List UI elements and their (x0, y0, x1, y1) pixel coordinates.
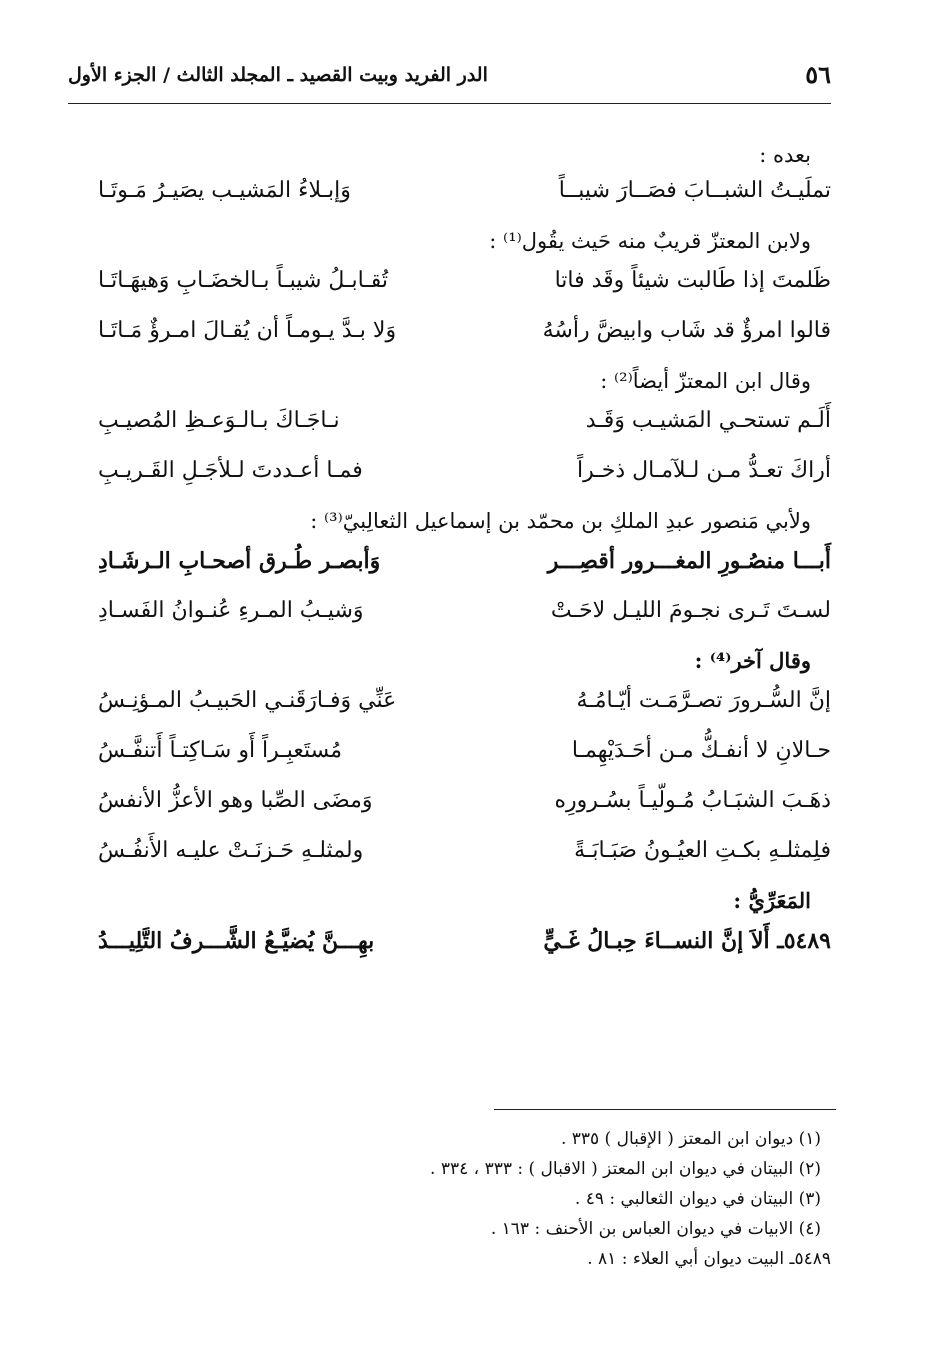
verse-line (98, 450, 831, 500)
footnote: (٣) البيتان في ديوان الثعالبي : ٤٩ . (574, 1189, 821, 1209)
verse-line (98, 590, 831, 640)
page-number: ٥٦ (805, 60, 831, 89)
intro-line: وقال ابن المعتزّ أيضاً⁽²⁾ : (600, 369, 811, 393)
verse-second-hemistich: وَلا بـدَّ يـومـاً أن يُقـالَ امـرؤٌ مَـاتَـا (98, 318, 397, 343)
verse-first-hemistich: أَبـــا منصُـورِ المغـــرور أقصِـــر (547, 548, 831, 574)
footnotes (98, 1124, 831, 1274)
verse-first-hemistich: حـالانِ لا أنفـكُّ مـن أحَـدَيْهِمـا (571, 738, 831, 763)
verse-line (98, 780, 831, 830)
verse-second-hemistich: تُقـابـلُ شيبـاً بـالخضَـابِ وَهيهَـاتَـا (98, 268, 389, 293)
verse-first-hemistich: ظَلمتَ إذا طَالبت شيئاً وقَد فاتا (554, 268, 831, 293)
footnote: (٤) الابيات في ديوان العباس بن الأحنف : ١٦٣ . (490, 1219, 821, 1239)
verse-second-hemistich: وَمضَى الصِّبا وهو الأعزُّ الأنفسُ (98, 788, 373, 813)
intro-line: ولأبي مَنصور عبدِ الملكِ بن محمّد بن إسماعيل الثعالِبيّ⁽³⁾ : (310, 509, 811, 533)
verse-line (98, 400, 831, 450)
verse-first-hemistich: تملَيـتُ الشبــابَ فصَــارَ شيبــاً (558, 178, 831, 203)
verse-second-hemistich: نـاجَـاكَ بـالـوَعـظِ المُصيـبِ (98, 408, 340, 433)
verse-line (98, 680, 831, 730)
verse-first-hemistich: إنَّ السُّـرورَ تصـرَّمَـت أيّـامُـهُ (576, 688, 831, 713)
verse-first-text: أَلاَ إنَّ النســاءَ حِبـالُ غَـيٍّ (543, 928, 770, 954)
verse-second-hemistich: عَنِّي وَفـارَقَنـي الحَبيـبُ المـؤنِـسُ (98, 688, 397, 713)
running-title: الدر الفريد وبيت القصيد ـ المجلد الثالث / الجزء الأول (68, 64, 488, 86)
intro-line: بعده : (759, 143, 811, 167)
verse-first-hemistich: أراكَ تعـدُّ مـن لـلآمـال ذخـراً (577, 458, 831, 483)
numbered-verse-line (98, 920, 831, 970)
verse-second-hemistich: وَإبـلاءُ المَشيـب يصَيـرُ مَـوتَـا (98, 178, 351, 203)
verse-line (98, 310, 831, 360)
footnote-divider (494, 1109, 836, 1110)
verse-first-hemistich: فلِمثلـهِ بكـتِ العيُـونُ صَبَـابَـةً (574, 838, 831, 863)
verse-second-hemistich: وَشيـبُ المـرءِ عُنـوانُ الفَسـادِ (98, 598, 364, 623)
footnote: (١) ديوان ابن المعتز ( الإقبال ) ٣٣٥ . (560, 1129, 821, 1149)
footnote: (٢) البيتان في ديوان ابن المعتز ( الاقبال ) : ٣٣٣ ، ٣٣٤ . (430, 1159, 821, 1179)
verse-second-hemistich: بهِـــنَّ يُضيَّـعُ الشَّـــرفُ التَّلِيـــدُ (98, 928, 375, 954)
poem-body (98, 140, 831, 970)
verse-second-hemistich: مُستَعبِـراً أَو سَـاكِتـاً أَتنفَّـسُ (98, 738, 343, 763)
verse-first-hemistich (543, 928, 831, 954)
verse-second-hemistich: وَأبصـر طُـرق أصحـابِ الـرشَـادِ (98, 548, 381, 574)
verse-first-hemistich: أَلَـم تستحـي المَشيـب وَقَـد (585, 408, 831, 433)
intro-line: المَعَرِّيُّ : (733, 888, 811, 913)
verse-line (98, 730, 831, 780)
intro-line: ولابن المعتزّ قريبٌ منه حَيث يقُول⁽¹⁾ : (489, 229, 811, 253)
verse-first-hemistich: قالوا امرؤٌ قد شَاب وابيضَّ رأسُهُ (542, 318, 831, 343)
verse-number: ٥٤٨٩ـ (777, 928, 831, 954)
verse-second-hemistich: ولمثلـهِ حَـزنَـتْ عليـه الأَنفُـسُ (98, 838, 364, 863)
verse-first-hemistich: لسـتَ تَـرى نجـومَ الليـل لاحَـتْ (550, 598, 831, 623)
verse-line (98, 830, 831, 880)
verse-line (98, 260, 831, 310)
verse-line (98, 540, 831, 590)
verse-second-hemistich: فمـا أعـددتَ لـلأجَـلِ القَـريـبِ (98, 458, 363, 483)
intro-line: وقال آخر⁽⁴⁾ : (694, 648, 811, 673)
page-header (68, 58, 831, 98)
verse-line (98, 170, 831, 220)
verse-first-hemistich: ذهَـبَ الشبَـابُ مُـولّيـاً بسُـرورِه (554, 788, 831, 813)
footnote: ٥٤٨٩ـ البيت ديوان أبي العلاء : ٨١ . (587, 1249, 831, 1269)
header-divider (68, 103, 831, 104)
